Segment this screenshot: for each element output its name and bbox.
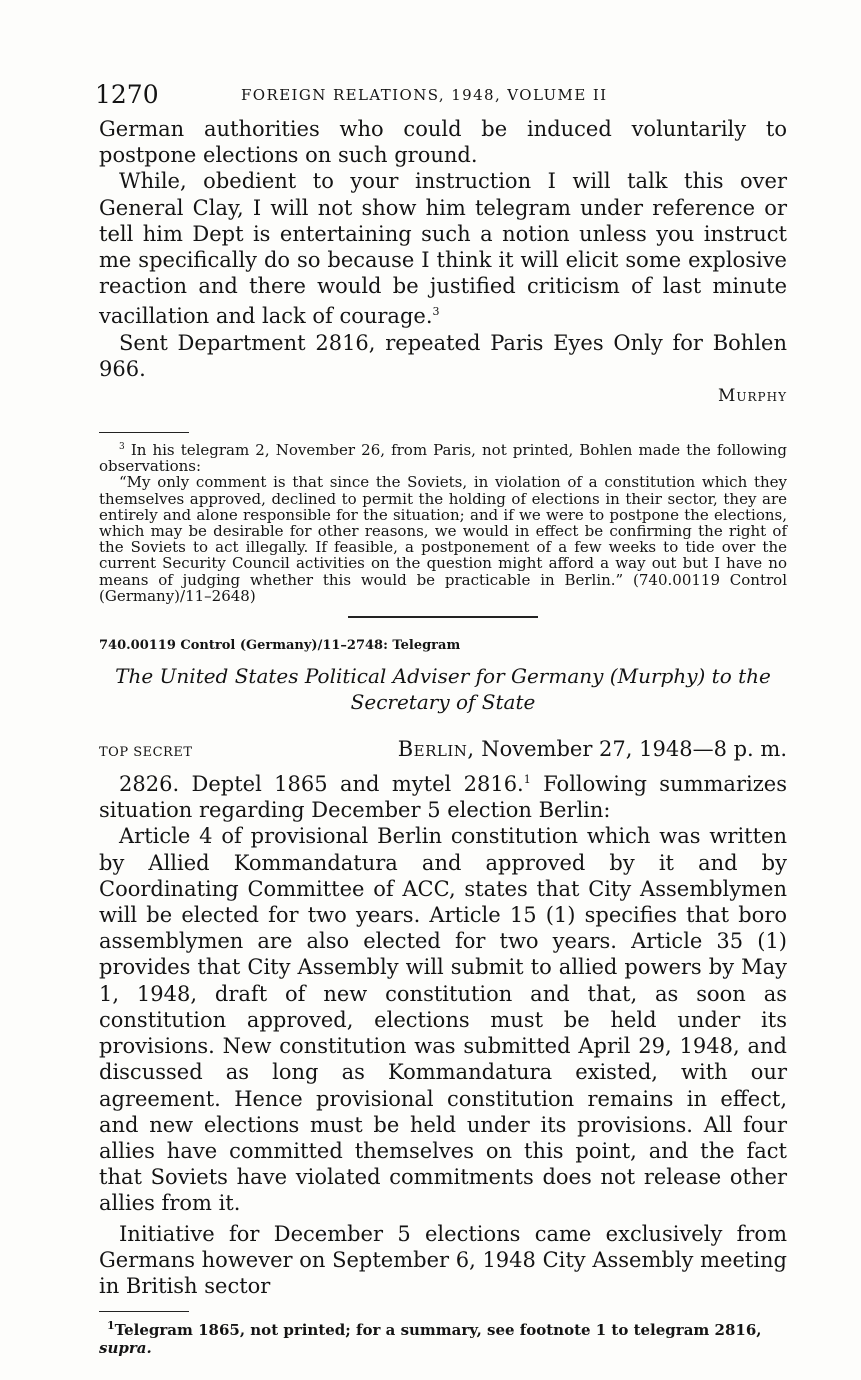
footnote-3-quote: “My only comment is that since the Soviets, in violation of a constitution which they themselves approved, declined to permit the holding of elections in their sector, they are entirely and alone responsible for the situation; and if we were to postpone the elections, which may be desirable for other reasons, we would in effect be confirming the right of the Soviets to act illegally. If feasible, a postponement of a few weeks to tide over the current Security Council activities on the question might afford a way out but I have no means of judging whether this would be practicable in Berlin.” (740.00119 Control (Germany)/11–2648)	[99, 473, 787, 605]
dateline	[398, 737, 787, 761]
footnote-1	[99, 1317, 787, 1357]
dateline-place: Berlin,	[397, 737, 475, 762]
footnote-rule	[99, 432, 189, 433]
footnote-3	[99, 439, 787, 474]
prev-paragraph-3: Sent Department 2816, repeated Paris Eyes Only for Bohlen 966.	[99, 330, 787, 381]
footnote-rule-bottom	[99, 1311, 189, 1312]
paragraph-1	[99, 767, 787, 823]
paragraph-2: Article 4 of provisional Berlin constitution which was written by Allied Kommandatura and approved by it and by Coordinating Committee of ACC, states that City Assemblymen will be elected for two years. Article 15 (1) specifies that boro assemblymen are also elected for two years. Article 35 (1) provides that City Assembly will submit to allied powers by May 1, 1948, draft of new constitution and that, as soon as constitution approved, elections must be held under its provisions. New constitution was submitted April 29, 1948, and discussed as long as Kommandatura existed, with our agreement. Hence provisional constitution remains in effect, and new elections must be held under its provisions. All four allies have committed themselves on this point, and the fact that Soviets have violated commitments does not release other allies from it.	[99, 824, 787, 1216]
footnote-1-text: Telegram 1865, not printed; for a summary, see footnote 1 to telegram 2816,	[114, 1321, 762, 1340]
signature: Murphy	[717, 386, 787, 407]
classification-line	[99, 737, 787, 767]
prev-paragraph-2	[99, 168, 787, 329]
page-header	[95, 76, 787, 116]
document-title	[99, 663, 787, 715]
page-number: 1270	[95, 80, 159, 109]
footnote-ref-1: 1	[523, 773, 531, 787]
running-head: FOREIGN RELATIONS, 1948, VOLUME II	[241, 86, 608, 104]
file-reference: 740.00119 Control (Germany)/11–2748: Telegram	[99, 638, 461, 654]
page	[95, 76, 787, 1358]
prev-paragraph-2-text: While, obedient to your instruction I will talk this over General Clay, I will not show him telegram under reference or tell him Dept is entertaining such a notion unless you instruct me specifically do so because I think it will elicit some explosive reaction and there would be justified criticism of last minute vacillation and lack of courage.	[99, 169, 787, 329]
paragraph-3: Initiative for December 5 elections came exclusively from Germans however on September 6, 1948 City Assembly meeting in British sector	[99, 1221, 787, 1298]
footnote-3-text: In his telegram 2, November 26, from Paris, not printed, Bohlen made the following observations:	[99, 441, 787, 476]
prev-paragraph-1: German authorities who could be induced voluntarily to postpone elections on such ground.	[99, 117, 787, 168]
footnote-3-mark: 3	[119, 442, 125, 453]
document-title-line-1: The United States Political Adviser for Germany (Murphy) to the	[115, 664, 771, 689]
paragraph-1-b: Following summarizes situation regarding December 5 election Berlin:	[99, 772, 787, 823]
document-title-line-2: Secretary of State	[350, 690, 536, 715]
classification: TOP SECRET	[99, 745, 193, 761]
document-separator	[348, 616, 538, 618]
paragraph-1-a: 2826. Deptel 1865 and mytel 2816.	[119, 772, 524, 797]
footnote-1-supra: supra.	[99, 1339, 152, 1358]
footnote-ref-3: 3	[432, 305, 440, 319]
dateline-date: November 27, 1948—8 p. m.	[481, 737, 787, 762]
footnote-1-mark: 1	[107, 1319, 115, 1333]
